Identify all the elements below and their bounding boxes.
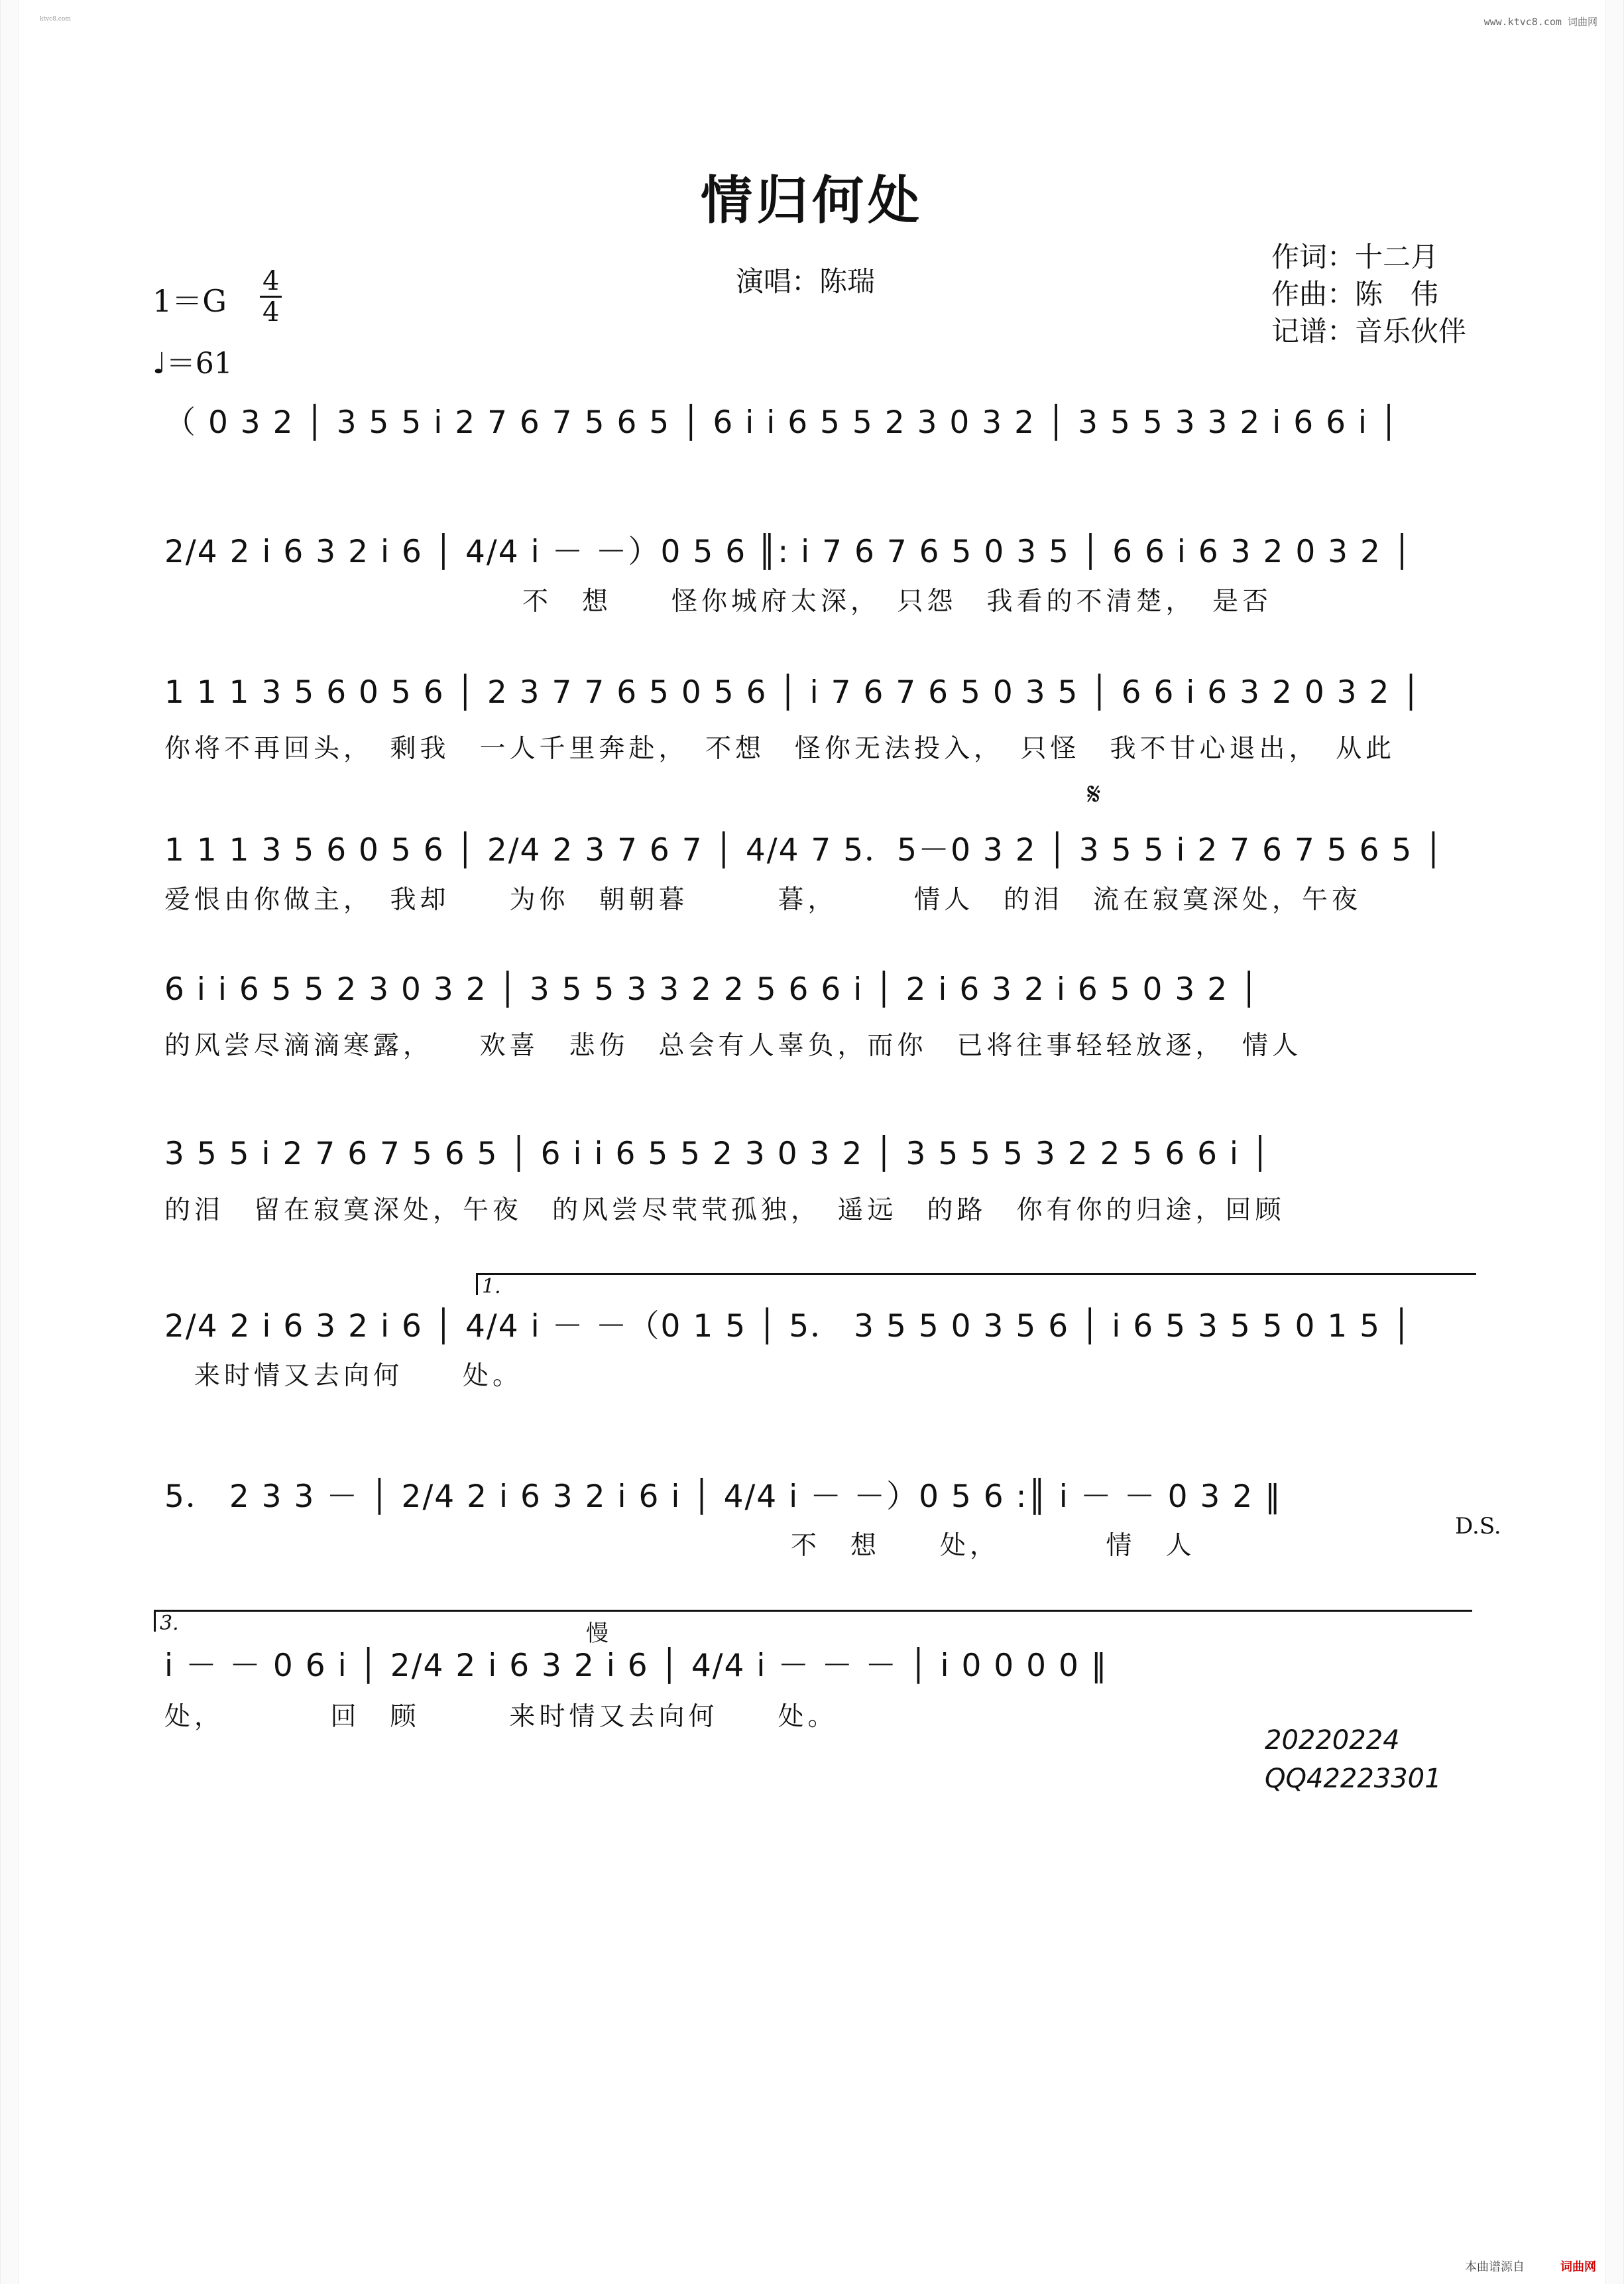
lyric-line-7: 来时情又去向何 处。 [164,1361,523,1391]
lyric-line-9: 处， 回 顾 来时情又去向何 处。 [164,1702,838,1732]
lyric-line-3: 你将不再回头， 剩我 一人千里奔赴， 不想 怪你无法投入， 只怪 我不甘心退出， 从此 [164,734,1396,764]
singer-credit: 演唱：陈瑞 [736,265,876,298]
lyric-line-6: 的泪 留在寂寞深处，午夜 的风尝尽茕茕孤独， 遥远 的路 你有你的归途，回顾 [164,1195,1285,1225]
time-signature [260,267,282,327]
lyric-line-8: 不 想 处， 情 人 [164,1531,1196,1561]
time-top: 4 [260,267,282,298]
score-line-6: 3 5 5 i 2 7 6 7 5 6 5 │ 6 i i 6 5 5 2 3 0 3 2 │ 3 5 5 5 3 2 2 5 6 6 i │ [164,1136,1271,1172]
score-line-8: 5． 2 3 3 － │ 2/4 2 i 6 3 2 i 6 i │ 4/4 i － －）0 5 6 :║ i － － 0 3 2 ‖ [164,1478,1282,1515]
segno-sign: 𝄋 [1087,776,1101,813]
left-watermark-strip [0,0,19,2284]
score-line-3: 1 1 1 3 5 6 0 5 6 │ 2 3 7 7 6 5 0 5 6 │ i 7 6 7 6 5 0 3 5 │ 6 6 i 6 3 2 0 3 2 │ [164,674,1422,711]
transcriber-credit: 记谱：音乐伙伴 [1271,315,1467,347]
lyric-line-2: 不 想 怪你城府太深， 只怨 我看的不清楚， 是否 [164,587,1273,617]
tempo-marking: ♩＝61 [152,347,233,381]
credits-block [1271,239,1466,350]
score-line-2: 2/4 2 i 6 3 2 i 6 │ 4/4 i － －）0 5 6 ║: i 7 6 7 6 5 0 3 5 │ 6 6 i 6 3 2 0 3 2 │ [164,534,1413,570]
volta-3: 3. [154,1610,1472,1632]
lyricist-credit: 作词：十二月 [1271,241,1439,273]
slow-marking: 慢 [586,1620,609,1647]
footer-site-badge[interactable]: 词曲网 [1560,2260,1596,2274]
composer-credit: 作曲：陈 伟 [1271,278,1439,310]
lyric-line-5: 的风尝尽滴滴寒露， 欢喜 悲伤 总会有人辜负，而你 已将往事轻轻放逐， 情人 [164,1031,1303,1061]
footer-source-text: 本曲谱源自 [1465,2260,1525,2274]
sign-date: 20220224 [1265,1725,1400,1756]
site-url[interactable]: www.ktvc8.com 词曲网 [1483,16,1597,28]
song-title: 情归何处 [700,170,923,231]
sign-qq: QQ42223301 [1265,1764,1442,1794]
ds-marking: D.S. [1455,1513,1501,1539]
score-line-5: 6 i i 6 5 5 2 3 0 3 2 │ 3 5 5 3 3 2 2 5 6 6 i │ 2 i 6 3 2 i 6 5 0 3 2 │ [164,971,1260,1008]
volta-1: 1. [476,1273,1476,1295]
score-line-7: 2/4 2 i 6 3 2 i 6 │ 4/4 i － －（0 1 5 │ 5． 3 5 5 0 3 5 6 │ i 6 5 3 5 5 0 1 5 │ [164,1308,1413,1345]
right-watermark-strip [1605,0,1624,2284]
time-bottom: 4 [262,297,280,328]
key-signature: 1＝G [152,283,227,319]
score-line-9: i － － 0 6 i │ 2/4 2 i 6 3 2 i 6 │ 4/4 i － － － │ i 0 0 0 0 ‖ [164,1648,1108,1684]
score-line-4: 1 1 1 3 5 6 0 5 6 │ 2/4 2 3 7 6 7 │ 4/4 7 5．5－0 3 2 │ 3 5 5 i 2 7 6 7 5 6 5 │ [164,832,1444,869]
lyric-line-4: 爱恨由你做主， 我却 为你 朝朝暮 暮， 情人 的泪 流在寂寞深处，午夜 [164,885,1362,915]
score-line-1: （ 0 3 2 │ 3 5 5 i 2 7 6 7 5 6 5 │ 6 i i 6 5 5 2 3 0 3 2 │ 3 5 5 3 3 2 i 6 6 i │ [164,404,1400,441]
top-tiny-text: ktvc8.com [40,16,71,23]
